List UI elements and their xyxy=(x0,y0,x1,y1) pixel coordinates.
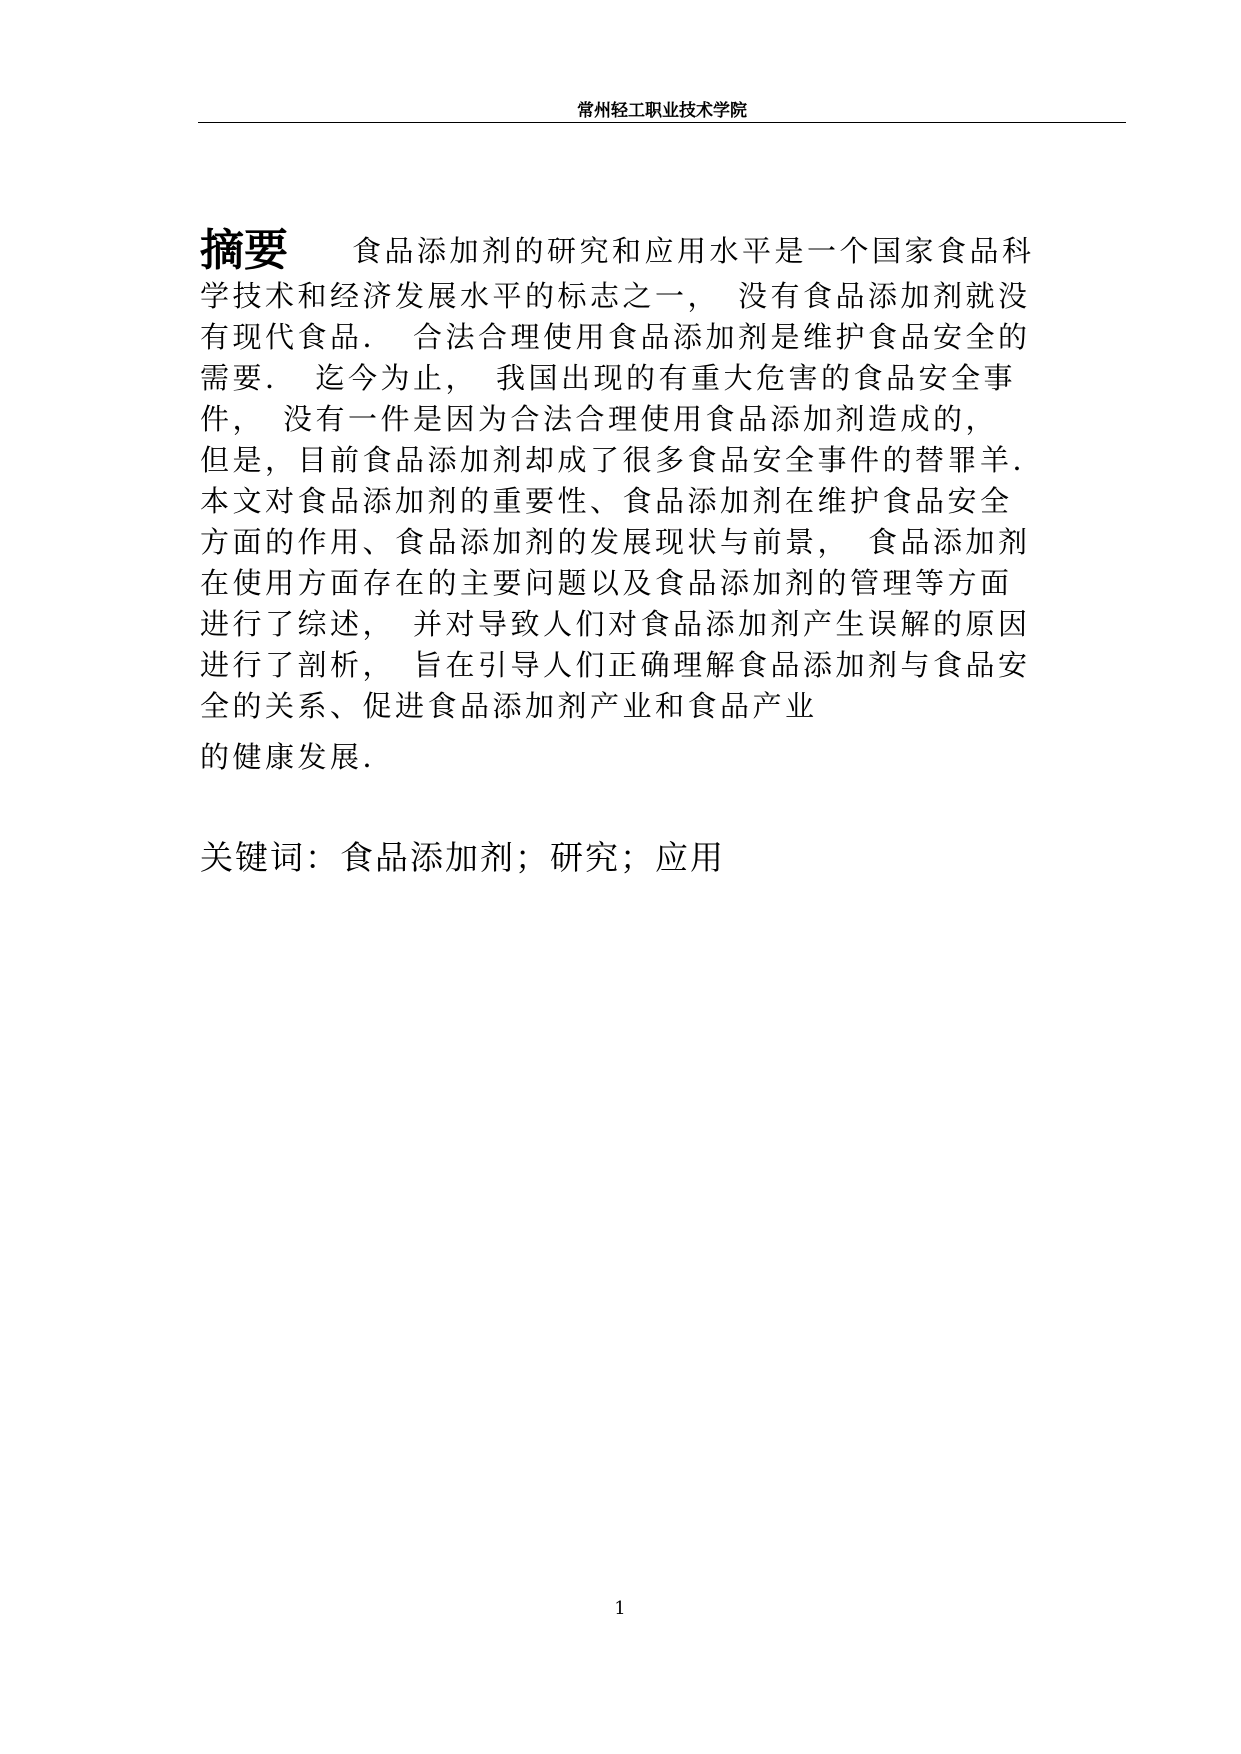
abstract-line: 有现代食品． 合法合理使用食品添加剂是维护食品安全的 xyxy=(200,320,1031,354)
abstract-line: 件， 没有一件是因为合法合理使用食品添加剂造成的， xyxy=(200,402,999,436)
page-header-title: 常州轻工职业技术学院 xyxy=(577,101,747,121)
abstract-line: 但是，目前食品添加剂却成了很多食品安全事件的替罪羊． xyxy=(200,443,1046,477)
abstract-line: 学技术和经济发展水平的标志之一， 没有食品添加剂就没 xyxy=(200,279,1031,313)
abstract-line: 方面的作用、食品添加剂的发展现状与前景， 食品添加剂 xyxy=(200,525,1031,559)
abstract-text: 食品添加剂的研究和应用水平是一个国家食品科 xyxy=(352,234,1035,268)
abstract-line: 本文对食品添加剂的重要性、食品添加剂在维护食品安全 xyxy=(200,484,1013,518)
page-number: 1 xyxy=(614,1598,626,1619)
abstract-line xyxy=(200,226,1120,276)
abstract-heading: 摘要 xyxy=(200,225,288,276)
abstract-line: 进行了剖析， 旨在引导人们正确理解食品添加剂与食品安 xyxy=(200,648,1031,682)
abstract-line: 在使用方面存在的主要问题以及食品添加剂的管理等方面 xyxy=(200,566,1013,600)
abstract-line: 需要． 迄今为止， 我国出现的有重大危害的食品安全事 xyxy=(200,361,1017,395)
abstract-closing-line: 的健康发展． xyxy=(200,740,396,774)
header-divider xyxy=(198,122,1126,123)
abstract-line: 全的关系、促进食品添加剂产业和食品产业 xyxy=(200,689,818,723)
keywords-line: 关键词：食品添加剂；研究；应用 xyxy=(200,838,725,877)
abstract-section xyxy=(200,226,1120,778)
abstract-line: 进行了综述， 并对导致人们对食品添加剂产生误解的原因 xyxy=(200,607,1031,641)
